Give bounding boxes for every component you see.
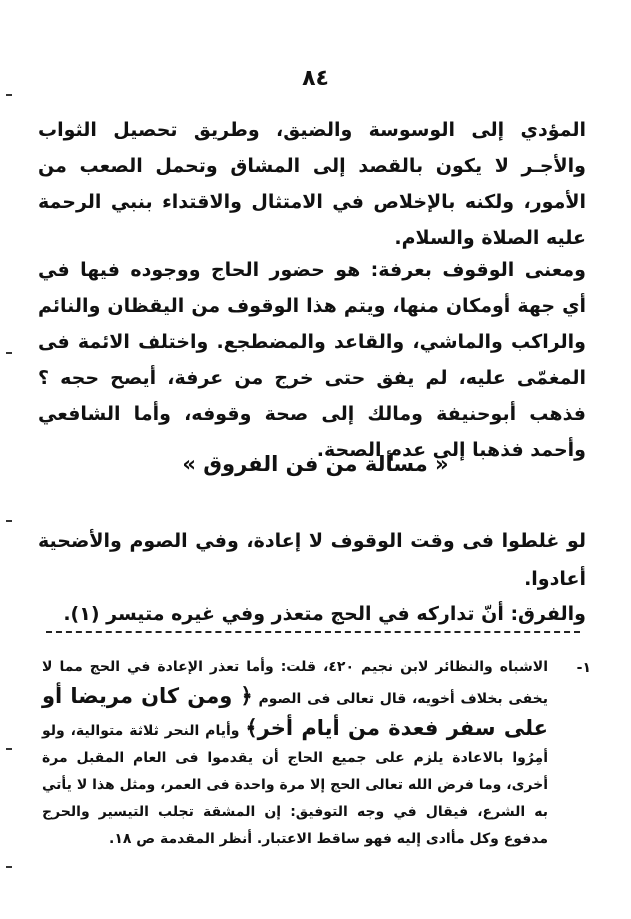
section-heading: « مسألة من فن الفروق » — [182, 452, 449, 476]
margin-mark — [6, 748, 12, 750]
footnote — [42, 654, 548, 853]
footnote-divider — [46, 631, 580, 633]
paragraph-2: ومعنى الوقوف بعرفة: هو حضور الحاج ووجوده فيها في أي جهة أومكان منها، ويتم هذا الوقوف من اليقظان والنائم والراكب والماشي، والقاعد والمضطجع. واختلف الائمة فى المغمّى عليه، لم يفق حتى خرج من عرفة، أيصح حجه ؟ فذهب أبوحنيفة ومالك إلى صحة وقوفه، وأما الشافعي وأحمد فذهبا إلى عدم الصحة. — [38, 259, 586, 461]
footnote-marker: ١- — [576, 660, 591, 676]
margin-mark — [6, 866, 12, 868]
footnote-text-part1: الاشباه والنظائر لابن نجيم ٤٢٠، قلت: وأما تعذر الإعادة في الحج مما لا يخفى بخلاف أخويه، قال تعالى فى الصوم — [42, 659, 548, 707]
footnote-text-part2: وأيام النحر ثلاثة متوالية، ولو أمِرُوا بالاعادة يلزم على جميع الحاج أن يقدموا فى العام المقبل مرة أخرى، وما فرض الله تعالى الحج إلا مرة واحدة فى العمر، ومثل هذا لا يأتي به الشرع، فيقال في وجه التوفيق: إن المشقة تجلب التيسير والحرج مدفوع وكل مأادى إليه فهو ساقط الاعتبار. أنظر المقدمة ص ١٨. — [42, 723, 548, 847]
paragraph-1: المؤدي إلى الوسوسة والضيق، وطريق تحصيل الثواب والأجـر لا يكون بالقصد إلى المشاق وتحمل الصعب من الأمور، ولكنه بالإخلاص في الامتثال والاقتداء بنبي الرحمة عليه الصلاة والسلام. — [38, 119, 586, 249]
footnote-quran-verse: ﴿ ومن كان مريضا أو على سفر فعدة من أيام أخر﴾ — [42, 684, 549, 740]
margin-mark — [6, 352, 12, 354]
margin-mark — [6, 94, 12, 96]
page-number: ٨٤ — [302, 66, 329, 91]
paragraph-3: لو غلطوا فى وقت الوقوف لا إعادة، وفي الصوم والأضحية أعادوا. — [38, 530, 586, 590]
paragraph-4: والفرق: أنّ تداركه في الحج متعذر وفي غيره متيسر (١). — [63, 603, 586, 625]
margin-mark — [6, 520, 12, 522]
